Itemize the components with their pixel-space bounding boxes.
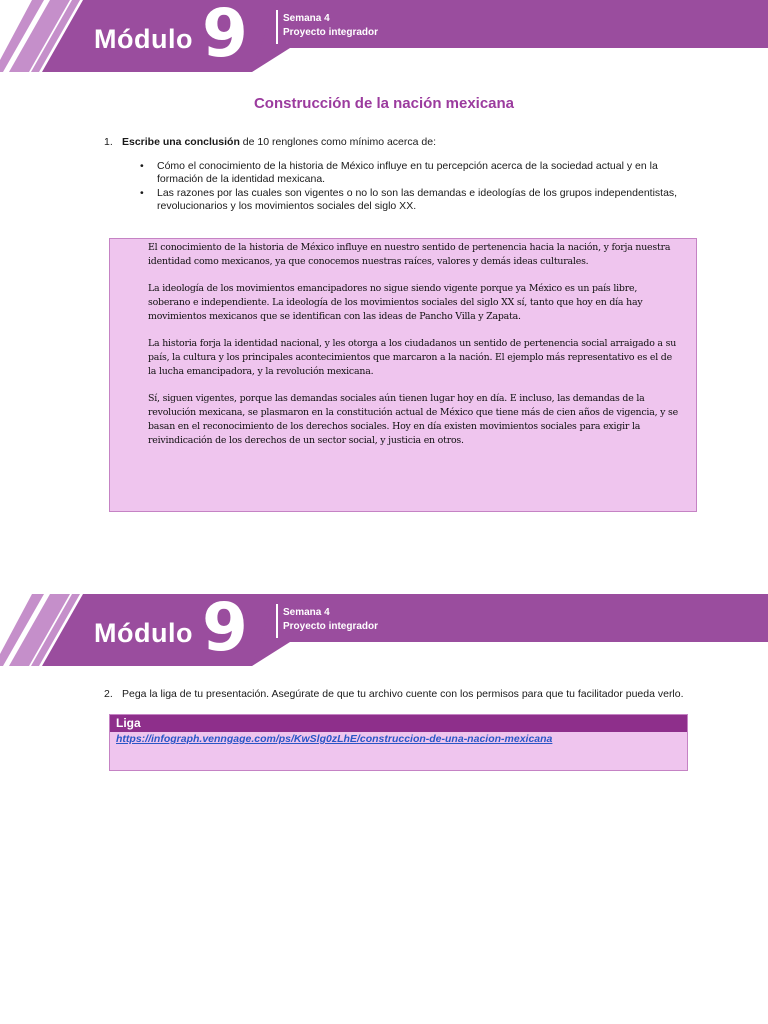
answer-box[interactable] — [109, 238, 697, 512]
presentation-link[interactable]: https://infograph.venngage.com/ps/KwSlg0zLhE/construccion-de-una-nacion-mexicana — [116, 733, 553, 745]
banner-divider — [276, 604, 278, 638]
question-bold-text: Escribe una conclusión — [122, 136, 240, 148]
module-banner — [0, 589, 768, 666]
page-title: Construcción de la nación mexicana — [253, 95, 515, 112]
answer-paragraph: Sí, siguen vigentes, porque las demandas sociales aún tienen lugar hoy en día. E incluso, las demandas de la revolución mexicana, se plasmaron en la constitución actual de México que tiene más de cien años de vigencia, y se basan en el reconocimiento de los derechos sociales. Hoy en día existen movimientos sociales para exigir la reivindicación de los derechos de un sector social, y justicia en otros. — [148, 393, 679, 446]
week-info — [283, 606, 378, 634]
question-text: de 10 renglones como mínimo acerca de: — [239, 136, 436, 148]
liga-header: Liga — [110, 715, 687, 732]
module-number: 9 — [202, 589, 248, 666]
answer-paragraph: La historia forja la identidad nacional, y les otorga a los ciudadanos un sentido de pertenencia social arraigado a su país, la cultura y los principales acontecimientos que marcaron a la nación. El ejemplo más representativo es el de la lucha emancipadora, y la revolución mexicana. — [148, 338, 677, 377]
bullet-item: • Cómo el conocimiento de la historia de México influye en tu percepción acerca de la sociedad actual y en la formación de la identidad mexicana. — [140, 160, 700, 186]
question-bullets — [140, 160, 700, 214]
project-label: Proyecto integrador — [283, 27, 379, 38]
week-label: Semana 4 — [283, 607, 330, 618]
week-label: Semana 4 — [283, 13, 330, 24]
question-2 — [104, 688, 724, 700]
module-number: 9 — [202, 0, 248, 72]
module-banner — [0, 0, 768, 72]
question-1 — [104, 136, 704, 148]
liga-box — [109, 714, 688, 771]
question-number: 2. — [104, 688, 113, 700]
answer-paragraph: La ideología de los movimientos emancipadores no sigue siendo vigente porque ya México es un país libre, soberano e independiente. La ideología de los movimientos sociales del siglo XX sí, tanto que hoy en día hay movimientos mexicanos que se identifican con las ideas de Pancho Villa y Zapata. — [148, 283, 643, 322]
bullet-item: • Las razones por las cuales son vigentes o no lo son las demandas e ideologías de los grupos independentistas, revolucionarios y los movimientos sociales del siglo XX. — [140, 187, 700, 213]
banner-divider — [276, 10, 278, 44]
project-label: Proyecto integrador — [283, 621, 379, 632]
question-number: 1. — [104, 136, 113, 148]
module-label: Módulo — [94, 618, 193, 648]
week-info — [283, 12, 378, 40]
module-label: Módulo — [94, 24, 193, 54]
answer-paragraph: El conocimiento de la historia de México influye en nuestro sentido de pertenencia hacia la nación, y forja nuestra identidad como mexicanos, ya que conocemos nuestras raíces, valores y demás ideas culturales. — [148, 242, 671, 267]
question-text: Pega la liga de tu presentación. Asegúrate de que tu archivo cuente con los permisos para que tu facilitador pueda verlo. — [122, 688, 684, 700]
